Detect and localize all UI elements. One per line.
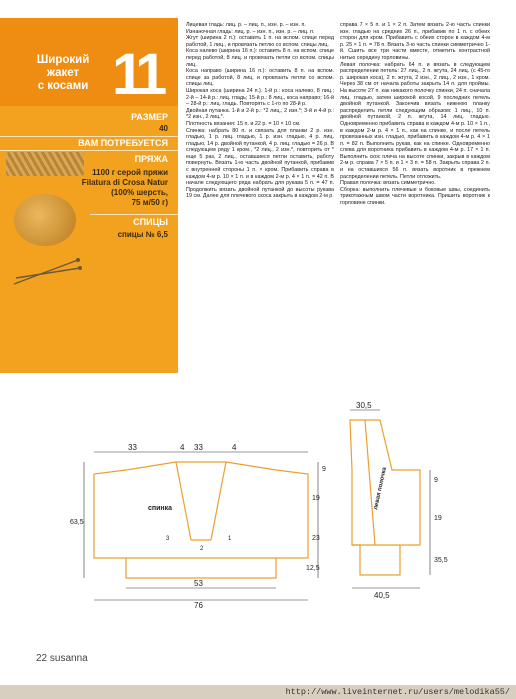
pattern-number: 11 — [112, 42, 162, 107]
dim-label: 33 — [128, 443, 137, 452]
instruction-paragraph: Лицевая гладь: лиц. р. – лиц. п., изн. р. – изн. п. — [186, 22, 306, 28]
needles-label: СПИЦЫ — [133, 217, 168, 227]
divider — [90, 214, 178, 215]
divider — [0, 136, 178, 137]
source-url-bar — [0, 685, 516, 699]
yarn-ball-image — [14, 194, 76, 246]
dim-label: 76 — [194, 601, 203, 610]
dim-label: 35,5 — [434, 557, 448, 564]
panel-number: 2 — [200, 546, 204, 552]
dim-label: 30,5 — [356, 401, 372, 410]
dim-label: 40,5 — [374, 591, 390, 600]
instruction-paragraph: Спинка: набрать 80 п. и связать для планки 2 р. изн. гладью, 1 р. лиц. гладью, 1 р. изн. гладью, 4 р. лиц. гладью, 14 р. двойной путанкой, 4 р. лиц. гладью = 26 р. В следующем ряду 1 кром., *2 лиц., 2 изн.*, повторить от * еще 5 раз, 2 лиц., оставшиеся петли оставить, работу повернуть. Вязать 1-ю часть двойной путанкой, прибавив с внутренней стороны 1 п. × кром. Прибавить справа в каждом 4-м р. 10 × 1 п. и в каждом 2-м р. 4 × 1 п. = 42 п. В начале следующего ряда набрать для рукава 5 п. = 47 п. Продолжить вязать двойной путанкой до высоты рукава 19 см. Далее для плечевого скоса закрыть в каждом 2-м р. — [186, 127, 334, 200]
dim-label: 53 — [194, 579, 203, 588]
dim-label: 9 — [434, 477, 438, 484]
title-line-3: с косами — [37, 80, 89, 92]
panel-number: 3 — [166, 536, 170, 542]
yarn-label: ПРЯЖА — [134, 154, 168, 164]
yarn-value — [82, 168, 168, 208]
title-line-1: Широкий — [36, 54, 90, 66]
knitting-needles-icon — [12, 256, 82, 286]
instruction-paragraph: Коса налево (ширина 16 п.): оставить 8 п. на вспом. спице перед работой, 8 лиц. и провязать петли со вспом. спицы лиц. — [186, 48, 334, 68]
dim-label: 33 — [194, 443, 203, 452]
instruction-paragraph: Левая полочка: набрать 64 п. и вязать в следующем распределении петель: 27 лиц., 2 п. жгута, 24 лиц. (с 45-го р. широкая коса), 2 п. жгута, 2 изн., 2 лиц., 2 изн., 1 кром. Через 38 см от начала работы закрыть 14 п. для проймы. На высоте 27 п. как никакого полочку спинки, 24 п. сначала лиц. гладью, затем широкой косой, 9 последних петель двойной путанкой. Закончив вязать нижнюю планку распределить петли следующим образом: 1 лиц., 10 п. двойной путанкой, 2 п. жгута, 14 лиц. гладью. Одновременно прибавить справа в каждом 4-м р. 10 × 1 п., в каждом 2-м р. 4 × 1 п., как на спинке, и после петель провязанных изн. гладью, прибавить в каждом 4-м р. 4 × 1 п. = 82 п. Выполнить рукав, как на спинке. Одновременно слева для воротника прибавить в каждом 4-м р. 17 × 1 п. Выполнить скос плеча на высоте спинки, закрыв в каждом 2-м р. справа 7 × 5 п. и 1 × 3 п. = 58 п. Закрыть справа 2 п. и на оставшихся 56 п. вязать воротник в прежнем распределении петель. Петли отложить. — [340, 61, 490, 180]
panel-number: 1 — [228, 536, 232, 542]
instruction-paragraph: Правая полочка: вязать симметрично. — [340, 180, 436, 187]
divider — [0, 150, 178, 151]
instruction-paragraph: Двойная путанка. 1-й и 2-й р.: *2 лиц., 2 изн.*; 3-й и 4-й р.: *2 изн., 2 лиц.*. — [186, 107, 334, 121]
magazine-brand: susanna — [49, 653, 88, 664]
instruction-paragraph: Сборка: выполнить плечевые и боковые швы, соединить трикотажным швом части воротника. Пришить воротник к горловине спинки. — [340, 186, 490, 207]
need-label: ВАМ ПОТРЕБУЕТСЯ — [78, 138, 168, 148]
page-footer — [36, 653, 88, 664]
instruction-paragraph: Плотность вязания: 15 п. и 22 р. = 10 × 10 см. — [186, 120, 301, 127]
dim-label: 4 — [180, 443, 185, 452]
source-url[interactable]: http://www.liveinternet.ru/users/melodika55/ — [285, 687, 510, 697]
instruction-paragraph: Широкая коса (ширина 24 п.). 1-й р.: коса налево, 8 лиц.; 2-й – 14-й р.: лиц. гладь; 15-й р.: 8 лиц., коса направо; 16-й – 28-й р.: лиц. гладь. Повторять с 1-го по 28-й р. — [186, 87, 334, 108]
diagram-label: левая полочка — [373, 466, 388, 511]
pattern-title — [18, 54, 108, 93]
needles-value: спицы № 6,5 — [117, 230, 168, 239]
sidebar-header — [0, 18, 178, 106]
dim-label: 19 — [434, 515, 442, 522]
size-label: РАЗМЕР — [131, 112, 168, 122]
back-pattern-diagram — [70, 440, 326, 610]
instructions-column-2 — [340, 22, 490, 207]
yarn-line: 75 м/50 г) — [131, 198, 168, 207]
dim-label: 19 — [312, 495, 320, 502]
diagram-label: спинка — [148, 505, 173, 512]
yarn-line: Filatura di Crosa Natur — [81, 178, 168, 187]
left-front-pattern-diagram — [330, 400, 460, 600]
title-line-2: жакет — [46, 67, 80, 79]
size-value: 40 — [159, 124, 168, 133]
instruction-paragraph: Жгут (ширина 2 п.): оставить 1 п. на вспом. спице перед работой, 1 лиц., и провязать петлю со вспом. спицы лиц. — [186, 35, 334, 48]
instruction-paragraph: Коса направо (ширина 16 п.): оставить 8 п. на вспом. спице за работой, 8 лиц. и провязать петли со вспом. спицы лиц. — [186, 68, 334, 88]
yarn-line: (100% шерсть, — [111, 188, 168, 197]
instructions-column-1 — [186, 22, 334, 200]
dim-label: 12,5 — [306, 565, 320, 572]
dim-label: 9 — [322, 466, 326, 473]
sidebar-panel — [0, 18, 178, 373]
dim-label: 63,5 — [70, 519, 84, 526]
page-number: 22 — [36, 653, 48, 664]
yarn-line: 1100 г серой пряжи — [92, 168, 168, 177]
dim-label: 23 — [312, 535, 320, 542]
instruction-paragraph: Изнаночная гладь: лиц. р. – изн. п., изн. р. – лиц. п. — [186, 28, 315, 35]
knit-swatch-image — [6, 152, 84, 176]
instruction-paragraph: справа 7 × 5 п. и 1 × 2 п. Затем вязать 2-ю часть спинки изн. гладью на средних 26 п., прибавив по 1 п. с обеих сторон для кром. Прибавить с обеих сторон в каждом 4-м р. 25 × 1 п. = 78 п. Вязать 3-ю часть спинки симметрично 1-й. Сшить все три части вместе, отметить контрастной нитью середину горловины. — [340, 22, 490, 61]
dim-label: 4 — [232, 443, 237, 452]
